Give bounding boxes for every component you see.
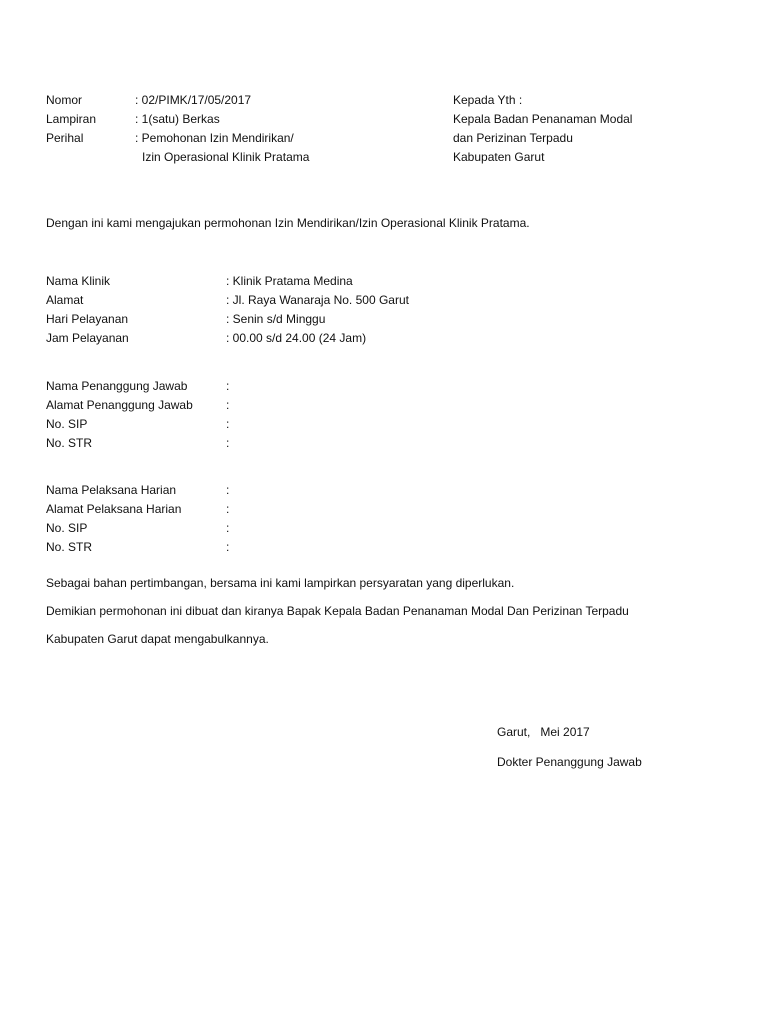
meta-row-perihal [46, 129, 446, 148]
field-label: Nama Penanggung Jawab [46, 379, 188, 393]
field-label: Alamat Penanggung Jawab [46, 398, 193, 412]
meta-label-perihal: Perihal [46, 131, 84, 145]
responsible-person-section [46, 377, 546, 453]
closing-paragraph: Kabupaten Garut dapat mengabulkannya. [46, 632, 269, 646]
field-label: Jam Pelayanan [46, 331, 129, 345]
field-value: : [226, 379, 230, 393]
field-label: No. STR [46, 436, 93, 450]
executor-row [46, 500, 546, 519]
field-value: : [226, 540, 230, 554]
field-value: : [226, 483, 230, 497]
executor-row [46, 481, 546, 500]
clinic-info-row [46, 310, 546, 329]
closing-paragraph: Sebagai bahan pertimbangan, bersama ini kami lampirkan persyaratan yang diperlukan. [46, 576, 515, 590]
field-value: : Klinik Pratama Medina [226, 274, 353, 288]
responsible-row [46, 396, 546, 415]
recipient-salutation: Kepada Yth : [453, 93, 523, 107]
recipient-address [453, 91, 753, 167]
recipient-line: dan Perizinan Terpadu [453, 131, 573, 145]
executor-row [46, 538, 546, 557]
field-label: Nama Pelaksana Harian [46, 483, 177, 497]
recipient-line: Kabupaten Garut [453, 150, 545, 164]
responsible-row [46, 415, 546, 434]
recipient-line: Kepala Badan Penanaman Modal [453, 112, 633, 126]
signatory-title: Dokter Penanggung Jawab [497, 755, 642, 769]
meta-value-perihal-continued: Izin Operasional Klinik Pratama [142, 150, 310, 164]
field-value: : [226, 436, 230, 450]
daily-executor-section [46, 481, 546, 557]
meta-value-nomor: : 02/PIMK/17/05/2017 [135, 93, 252, 107]
responsible-row [46, 377, 546, 396]
field-value: : 00.00 s/d 24.00 (24 Jam) [226, 331, 367, 345]
meta-row-perihal-continued [46, 148, 446, 167]
field-value: : [226, 398, 230, 412]
clinic-info-section [46, 272, 546, 348]
meta-label-nomor: Nomor [46, 93, 83, 107]
meta-label-lampiran: Lampiran [46, 112, 97, 126]
field-label: Nama Klinik [46, 274, 111, 288]
letter-header-meta [46, 91, 446, 167]
field-label: Alamat Pelaksana Harian [46, 502, 182, 516]
field-label: Alamat [46, 293, 84, 307]
clinic-info-row [46, 272, 546, 291]
clinic-info-row [46, 329, 546, 348]
field-label: No. SIP [46, 417, 88, 431]
intro-paragraph: Dengan ini kami mengajukan permohonan Izin Mendirikan/Izin Operasional Klinik Pratama. [46, 216, 530, 230]
field-value: : [226, 521, 230, 535]
executor-row [46, 519, 546, 538]
meta-value-lampiran: : 1(satu) Berkas [135, 112, 220, 126]
place-and-date: Garut, Mei 2017 [497, 725, 590, 739]
responsible-row [46, 434, 546, 453]
closing-paragraph: Demikian permohonan ini dibuat dan kiranya Bapak Kepala Badan Penanaman Modal Dan Perizinan Terpadu [46, 604, 629, 618]
field-label: No. SIP [46, 521, 88, 535]
meta-row-lampiran [46, 110, 446, 129]
field-label: Hari Pelayanan [46, 312, 129, 326]
meta-row-nomor [46, 91, 446, 110]
meta-value-perihal: : Pemohonan Izin Mendirikan/ [135, 131, 294, 145]
clinic-info-row [46, 291, 546, 310]
field-value: : Jl. Raya Wanaraja No. 500 Garut [226, 293, 409, 307]
field-label: No. STR [46, 540, 93, 554]
field-value: : Senin s/d Minggu [226, 312, 326, 326]
field-value: : [226, 417, 230, 431]
field-value: : [226, 502, 230, 516]
